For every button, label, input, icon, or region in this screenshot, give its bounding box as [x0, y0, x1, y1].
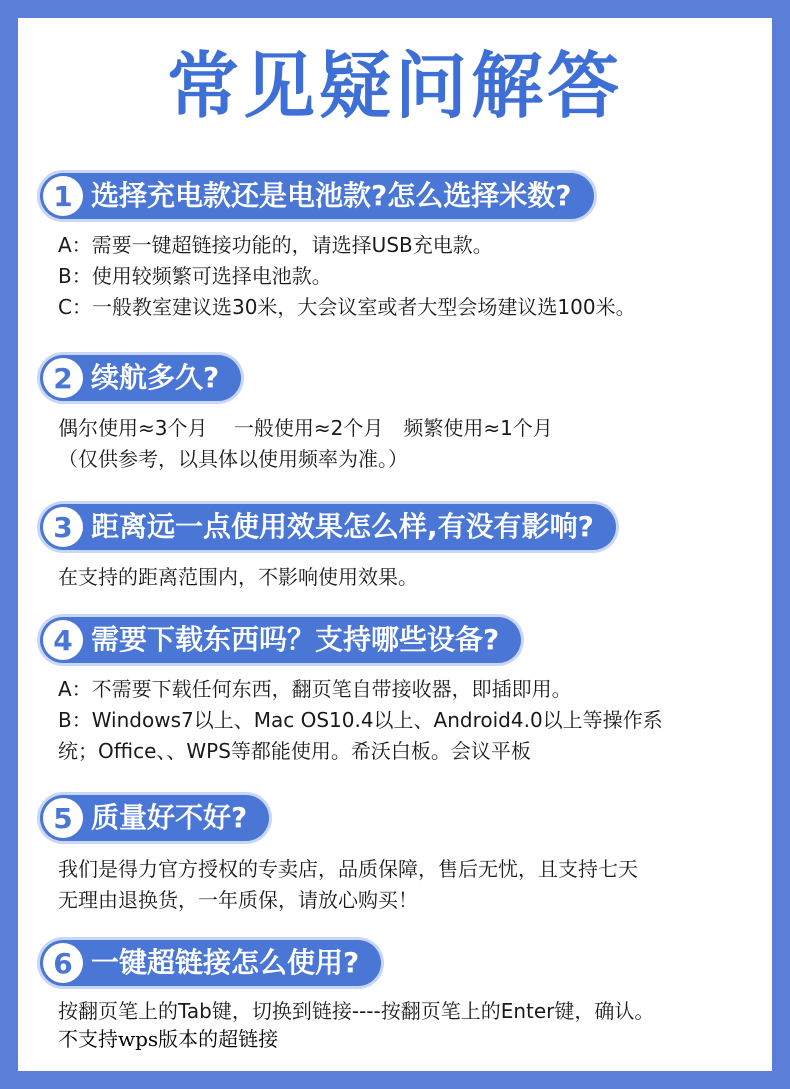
question-text-6: 一键超链接怎么使用?	[91, 946, 360, 979]
answer-block-3	[58, 562, 760, 593]
question-header-6	[40, 940, 381, 986]
question-header-4	[40, 617, 521, 663]
answer-line: 在支持的距离范围内，不影响使用效果。	[58, 565, 418, 589]
question-text-4: 需要下载东西吗？支持哪些设备?	[91, 623, 500, 656]
question-text-1: 选择充电款还是电池款?怎么选择米数?	[91, 179, 572, 212]
question-header-1	[40, 173, 594, 219]
number-badge-6: 6	[43, 943, 83, 983]
answer-line: （仅供参考，以具体以使用频率为准。）	[58, 447, 408, 471]
answer-block-1	[58, 230, 760, 323]
answer-line: 统；Office、、WPS等都能使用。希沃白板。会议平板	[58, 739, 531, 763]
answer-line: 无理由退换货，一年质保，请放心购买！	[58, 888, 418, 912]
question-header-2	[40, 355, 241, 401]
answer-line: B：Windows7以上、Mac OS10.4以上、Android4.0以上等操作系	[58, 708, 663, 732]
question-header-5	[40, 795, 269, 841]
answer-line: A：需要一键超链接功能的，请选择USB充电款。	[58, 233, 493, 257]
answer-line: 偶尔使用≈3个月 一般使用≈2个月 频繁使用≈1个月	[58, 416, 553, 440]
answer-line: B：使用较频繁可选择电池款。	[58, 264, 332, 288]
answer-block-6	[58, 996, 760, 1027]
number-badge-1: 1	[43, 176, 83, 216]
number-badge-4: 4	[43, 620, 83, 660]
question-text-2: 续航多久?	[91, 361, 220, 394]
answer-line: 按翻页笔上的Tab键，切换到链接----按翻页笔上的Enter键，确认。	[58, 999, 655, 1023]
question-text-3: 距离远一点使用效果怎么样,有没有影响?	[91, 510, 594, 543]
answer-line: 我们是得力官方授权的专卖店，品质保障，售后无忧，且支持七天	[58, 857, 638, 881]
number-badge-5: 5	[43, 798, 83, 838]
answer-line: A：不需要下载任何东西，翻页笔自带接收器，即插即用。	[58, 677, 572, 701]
number-badge-2: 2	[43, 358, 83, 398]
question-text-5: 质量好不好?	[91, 801, 248, 834]
answer-line: C：一般教室建议选30米，大会议室或者大型会场建议选100米。	[58, 295, 636, 319]
extra-note: 不支持wps版本的超链接	[58, 1027, 279, 1051]
question-header-3	[40, 504, 616, 550]
number-badge-3: 3	[43, 507, 83, 547]
page-title: 常见疑问解答	[166, 44, 623, 128]
answer-block-4	[58, 674, 760, 767]
answer-block-5	[58, 854, 760, 916]
answer-block-2	[58, 413, 760, 475]
